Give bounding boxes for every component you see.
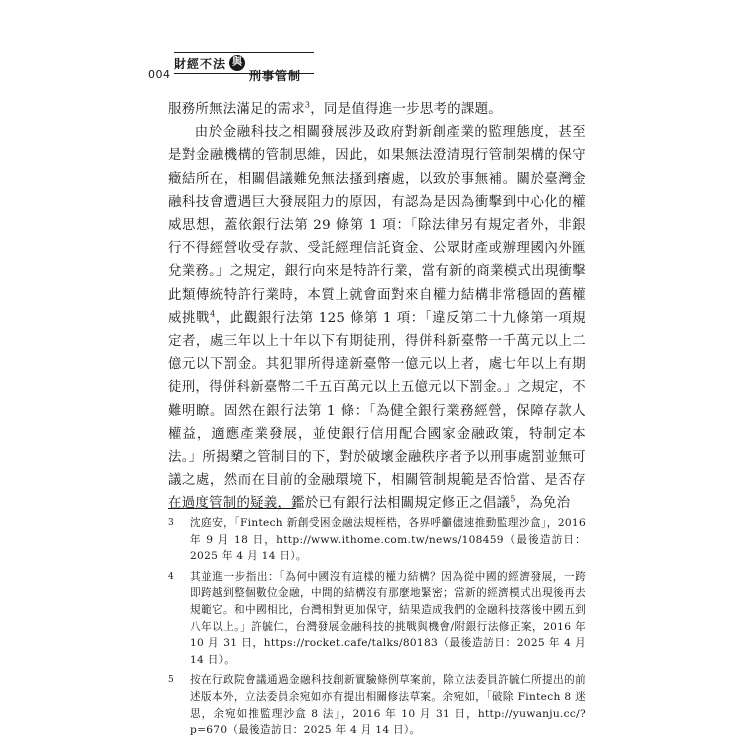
p2-part-a: 由於金融科技之相關發展涉及政府對新創產業的監理態度，甚至是對金融機構的管制思維，因此，如果無法澄清現行管制架構的保守癥結所在，相關倡議難免無法搔到癢處，以致於事無補。關於臺灣金融科技會遭遇巨大發展阻力的原因，有認為是因為衝擊到中心化的權威思想，蓋依銀行法第 29 條第 1 項：「除法律另有規定者外，非銀行不得經營收受存款、受託經理信託資金、公眾財產或辦理國內外匯兌業務。」之規定，銀行向來是特許行業，當有新的商業模式出現衝擊此類傳統特許行業時，本質上就會面對來自權力結構非常穩固的舊權威挑戰	[168, 125, 586, 326]
p1-tail: ，同是值得進一步思考的課題。	[310, 102, 502, 117]
footnote-ref-3[interactable]: 3	[304, 100, 311, 110]
p2-part-b: ，此觀銀行法第 125 條第 1 項：「違反第二十九條第一項規定者，處三年以上十年以下有期徒刑，得併科新臺幣一千萬元以上二億元以下罰金。其犯罪所得達新臺幣一億元以上者，處七年以上有期徒刑，得併科新臺幣二千五百萬元以上五億元以下罰金。」之規定，不難明瞭。固然在銀行法第 1 條：「為健全銀行業務經營，保障存款人權益，適應產業發展，並使銀行信用配合國家金融政策，特制定本法。」所揭櫫之管制目的下，對於破壞金融秩序者予以刑事處罰並無可議之處，然而在目前的金融環境下，相關管制規範是否恰當、是否存在過度管制的疑義，鑑於已有銀行法相關規定修正之倡議	[168, 310, 586, 512]
footnote-number: 5	[168, 675, 175, 686]
main-body-text	[168, 98, 586, 516]
footnote-item	[168, 569, 586, 669]
footnote-text: 沈庭安，「Fintech 新創受困金融法規桎梏，各界呼籲儘速推動監理沙盒」，2016 年 9 月 18 日，http://www.ithome.com.tw/news/108459（最後造訪日：2025 年 4 月 14 日）。	[190, 517, 586, 563]
paragraph-2	[168, 121, 586, 515]
p2-part-c: ，為免治	[515, 496, 571, 512]
book-title-seal: 與	[229, 55, 245, 71]
footnotes	[168, 515, 586, 743]
paragraph-1	[168, 98, 586, 121]
footnote-item	[168, 672, 586, 738]
footnote-text: 按在行政院會議通過金融科技創新實驗條例草案前，除立法委員許毓仁所提出的前述版本外，立法委員余宛如亦有提出相關修法草案。余宛如，「破除 Fintech 8 迷思，余宛如推監理沙盒 8 法」，2016 年 10 月 31 日，http://yuwanju.cc/?p=670（最後造訪日：2025 年 4 月 14 日）。	[190, 674, 586, 737]
footnote-divider	[168, 508, 296, 509]
p1-text: 服務所無法滿足的需求	[168, 102, 305, 117]
header-rule-top	[174, 52, 314, 53]
footnote-ref-4[interactable]: 4	[210, 309, 216, 319]
footnote-item	[168, 515, 586, 565]
footnote-number: 4	[168, 571, 175, 582]
running-header	[148, 52, 318, 86]
page-number: 004	[148, 68, 171, 81]
footnote-text: 其並進一步指出：「為何中國沒有這樣的權力結構？因為從中國的經濟發展，一跨即跨越到整個數位金融，中間的結構沒有那麼地緊密；當新的經濟模式出現後再去規範它。和中國相比，台灣相對更加保守，結果造成我們的金融科技落後中國五到八年以上。」許毓仁，台灣發展金融科技的挑戰與機會/附銀行法修正案，2016 年 10 月 31 日，https://rocket.cafe/talks/80183（最後造訪日：2025 年 4 月 14 日）。	[190, 570, 586, 666]
footnote-number: 3	[168, 518, 175, 528]
footnote-ref-5[interactable]: 5	[510, 494, 516, 504]
book-title-part2: 刑事管制	[249, 69, 302, 83]
book-title-part1: 財經不法	[174, 57, 227, 71]
